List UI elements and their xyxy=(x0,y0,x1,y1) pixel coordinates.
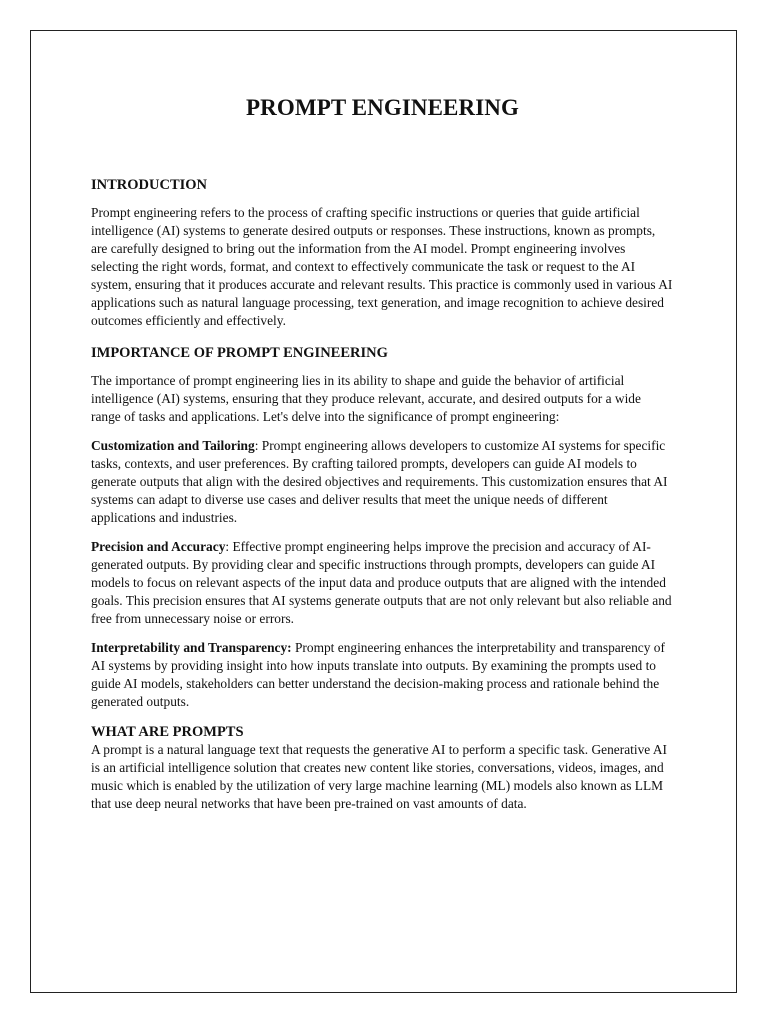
customization-lead: Customization and Tailoring xyxy=(91,438,255,453)
prompts-paragraph: A prompt is a natural language text that requests the generative AI to perform a specific task. Generative AI is an artificial intelligence solution that creates new content like stories, conversations, videos, images, and music which is enabled by the utilization of very large machine learning (ML) models also known as LLM that use deep neural networks that have been pre-trained on vast amounts of data. xyxy=(91,742,667,811)
interpretability-text: Prompt engineering enhances the interpretability and transparency of AI systems by providing insight into how inputs translate into outputs. By examining the prompts used to guide AI models, stakeholders can better understand the decision-making process and rationale behind the generated outputs. xyxy=(91,640,665,709)
precision-paragraph xyxy=(91,538,674,628)
customization-text: : Prompt engineering allows developers to customize AI systems for specific tasks, contexts, and user preferences. By crafting tailored prompts, developers can guide AI models to generate outputs that align with the desired objectives and requirements. This customization ensures that AI systems can adapt to diverse use cases and deliver results that meet the unique needs of different applications and industries. xyxy=(91,438,668,525)
document-body xyxy=(91,94,674,813)
precision-text: : Effective prompt engineering helps improve the precision and accuracy of AI-generated outputs. By providing clear and specific instructions through prompts, developers can guide AI models to focus on relevant aspects of the input data and produce outputs that are aligned with the intended goals. This precision ensures that AI systems generate outputs that are not only relevant but also reliable and free from unnecessary noise or errors. xyxy=(91,539,672,626)
importance-heading: IMPORTANCE OF PROMPT ENGINEERING xyxy=(91,345,388,361)
interpretability-lead: Interpretability and Transparency: xyxy=(91,640,292,655)
prompts-heading: WHAT ARE PROMPTS xyxy=(91,724,244,740)
introduction-paragraph: Prompt engineering refers to the process of crafting specific instructions or queries that guide artificial intelligence (AI) systems to generate desired outputs or responses. These instructions, known as prompts, are carefully designed to bring out the information from the AI model. Prompt engineering involves selecting the right words, format, and context to effectively communicate the task or request to the AI system, ensuring that it produces accurate and relevant results. This practice is commonly used in various AI applications such as natural language processing, text generation, and image recognition to achieve desired outcomes efficiently and effectively. xyxy=(91,205,673,328)
interpretability-paragraph xyxy=(91,639,674,711)
precision-lead: Precision and Accuracy xyxy=(91,539,226,554)
introduction-heading: INTRODUCTION xyxy=(91,177,208,193)
customization-paragraph xyxy=(91,437,674,527)
document-title: PROMPT ENGINEERING xyxy=(246,95,519,120)
importance-paragraph: The importance of prompt engineering lies in its ability to shape and guide the behavior of artificial intelligence (AI) systems, ensuring that they produce relevant, accurate, and desired outputs for a wide range of tasks and applications. Let's delve into the significance of prompt engineering: xyxy=(91,373,641,424)
